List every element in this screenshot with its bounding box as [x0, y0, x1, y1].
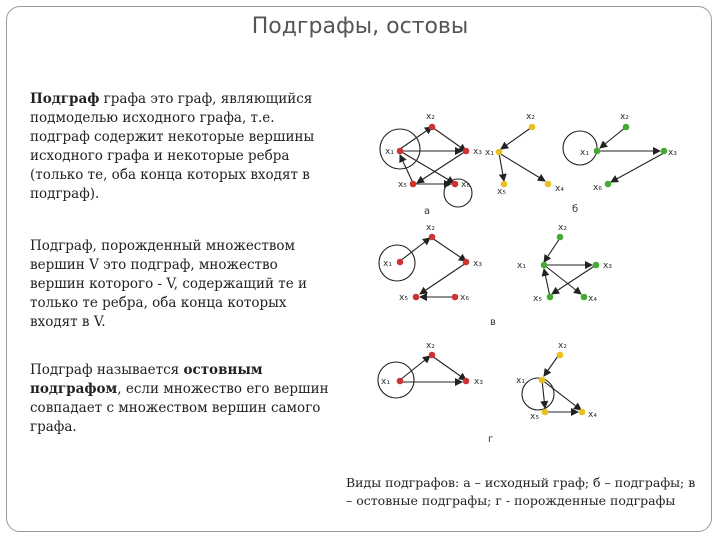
label-b1-x1: x₁ — [485, 148, 494, 158]
nodes-panel-v-right — [517, 223, 612, 304]
node-b1-x2 — [529, 124, 536, 131]
node-v1-x1 — [397, 259, 404, 266]
graph-panel-v-left — [379, 238, 466, 297]
node-g2-x4 — [579, 409, 586, 416]
node-b1-x4 — [545, 181, 552, 188]
nodes-panel-b-left — [485, 112, 564, 197]
edge-g1-x1-x2 — [400, 356, 430, 380]
label-v1-x6: x₆ — [460, 293, 469, 303]
edge-b2-x3-x6 — [611, 153, 664, 182]
node-v2-x3 — [593, 262, 600, 269]
node-a-x2 — [429, 124, 436, 131]
spanning-text-end: , если множество его вершин совпадает с множеством вершин самого графа. — [30, 381, 329, 435]
label-g2-x2: x₂ — [558, 341, 567, 351]
edge-v1-x1-x2 — [400, 238, 430, 261]
edge-g2-x2-x1 — [544, 356, 558, 376]
label-g2-x5: x₅ — [530, 412, 539, 422]
edge-g2-x1-x5 — [542, 380, 545, 408]
label-b1-x5: x₅ — [497, 187, 506, 197]
graph-panel-g-right — [522, 356, 581, 412]
slide-title: Подграфы, остовы — [251, 14, 469, 39]
label-v2-x4: x₄ — [588, 294, 597, 304]
graph-panel-b-right — [563, 127, 664, 182]
edge-a-x3-x5 — [417, 151, 466, 183]
node-v1-x6 — [452, 294, 459, 301]
label-a-x2: x₂ — [426, 112, 435, 122]
label-b1-x2: x₂ — [526, 112, 535, 122]
node-v1-x3 — [463, 259, 470, 266]
label-v1-x5: x₅ — [399, 293, 408, 303]
label-b1-x4: x₄ — [555, 184, 564, 194]
edge-g1-x2-x3 — [432, 356, 466, 380]
node-g1-x3 — [463, 378, 470, 385]
term-subgraph: Подграф — [30, 91, 100, 107]
edge-b1-x1-x4 — [499, 153, 545, 181]
edge-g2-x1-x4 — [542, 380, 581, 410]
label-v2-x2: x₂ — [558, 223, 567, 233]
label-a-x3: x₃ — [473, 147, 482, 157]
figure-caption: Виды подграфов: а – исходный граф; б – подграфы; в – остовные подграфы; г - порожденные подграфы — [346, 475, 696, 508]
label-a-x1: x₁ — [385, 147, 394, 157]
label-a-x6: x₆ — [461, 180, 470, 190]
label-b2-x1: x₁ — [580, 148, 589, 158]
node-g2-x5 — [542, 409, 549, 416]
node-g1-x1 — [397, 378, 404, 385]
node-b2-x3 — [661, 148, 668, 155]
node-v2-x1 — [541, 262, 548, 269]
node-a-x3 — [463, 148, 470, 155]
label-b2-x2: x₂ — [620, 112, 629, 122]
edge-b1-x1-x5 — [499, 153, 504, 181]
label-g2-x1: x₁ — [516, 376, 525, 386]
graph-panel-a — [380, 127, 472, 207]
edge-a-x1-x2 — [400, 127, 432, 149]
label-v1-x1: x₁ — [383, 259, 392, 269]
graph-panel-v-right — [544, 238, 596, 297]
node-b2-x2 — [623, 124, 630, 131]
label-v2-x5: x₅ — [533, 294, 542, 304]
label-v2-x3: x₃ — [603, 261, 612, 271]
node-g1-x2 — [429, 352, 436, 359]
nodes-panel-a — [385, 112, 482, 217]
node-a-x5 — [410, 181, 417, 188]
node-a-x1 — [397, 148, 404, 155]
edge-v2-x1-x4 — [544, 265, 581, 294]
spanning-text-start: Подграф называется — [30, 362, 184, 378]
node-b2-x1 — [594, 148, 601, 155]
label-g1-x3: x₃ — [474, 377, 483, 387]
label-g1-x1: x₁ — [381, 377, 390, 387]
graph-panel-g-left — [378, 356, 466, 398]
node-v2-x4 — [581, 294, 588, 301]
edge-v2-x5-x1 — [544, 269, 550, 297]
label-v1-x3: x₃ — [473, 259, 482, 269]
term-spanning-subgraph: остовным подграфом — [30, 362, 263, 397]
edge-v1-x3-x5 — [420, 263, 466, 294]
label-b2-x3: x₃ — [668, 148, 677, 158]
edge-v2-x3-x5 — [552, 265, 596, 294]
edge-v2-x2-x1 — [544, 238, 560, 262]
node-g2-x2 — [557, 352, 564, 359]
panel-label-g: г — [488, 434, 494, 445]
panel-label-a: а — [424, 206, 431, 217]
graph-panel-b-left — [499, 127, 545, 181]
label-v2-x1: x₁ — [517, 261, 526, 271]
nodes-panel-v-left — [383, 223, 496, 328]
node-v1-x2 — [429, 234, 436, 241]
subgraph-definition-text: графа это граф, являющийся подмоделью исходного графа, т.е. подграф содержит некоторые вершины исходного графа и некоторые ребра (только те, оба конца которых входят в подграф). — [30, 91, 315, 202]
edge-b2-x2-x1 — [600, 127, 626, 148]
panel-label-b: б — [572, 204, 579, 215]
node-b1-x1 — [496, 149, 503, 156]
edge-a-x2-x3 — [432, 127, 466, 151]
node-v2-x5 — [547, 294, 554, 301]
edge-v1-x2-x3 — [432, 238, 466, 261]
edge-b1-x2-x1 — [501, 127, 532, 149]
label-b2-x6: x₆ — [593, 183, 602, 193]
paragraph-induced-subgraph: Подграф, порожденный множеством вершин V это подграф, множество вершин которого - V, содержащий те и только те ребра, оба конца которых входят в V. — [30, 238, 308, 330]
label-g1-x2: x₂ — [426, 341, 435, 351]
panel-label-v: в — [490, 317, 496, 328]
label-a-x5: x₅ — [398, 180, 407, 190]
label-v1-x2: x₂ — [426, 223, 435, 233]
nodes-panel-g-left — [381, 341, 493, 445]
node-a-x6 — [452, 181, 459, 188]
node-b2-x6 — [605, 181, 612, 188]
loop-g2-x1 — [522, 378, 554, 410]
node-v1-x5 — [413, 294, 420, 301]
label-g2-x4: x₄ — [588, 410, 597, 420]
node-v2-x2 — [557, 234, 564, 241]
node-g2-x1 — [539, 377, 546, 384]
